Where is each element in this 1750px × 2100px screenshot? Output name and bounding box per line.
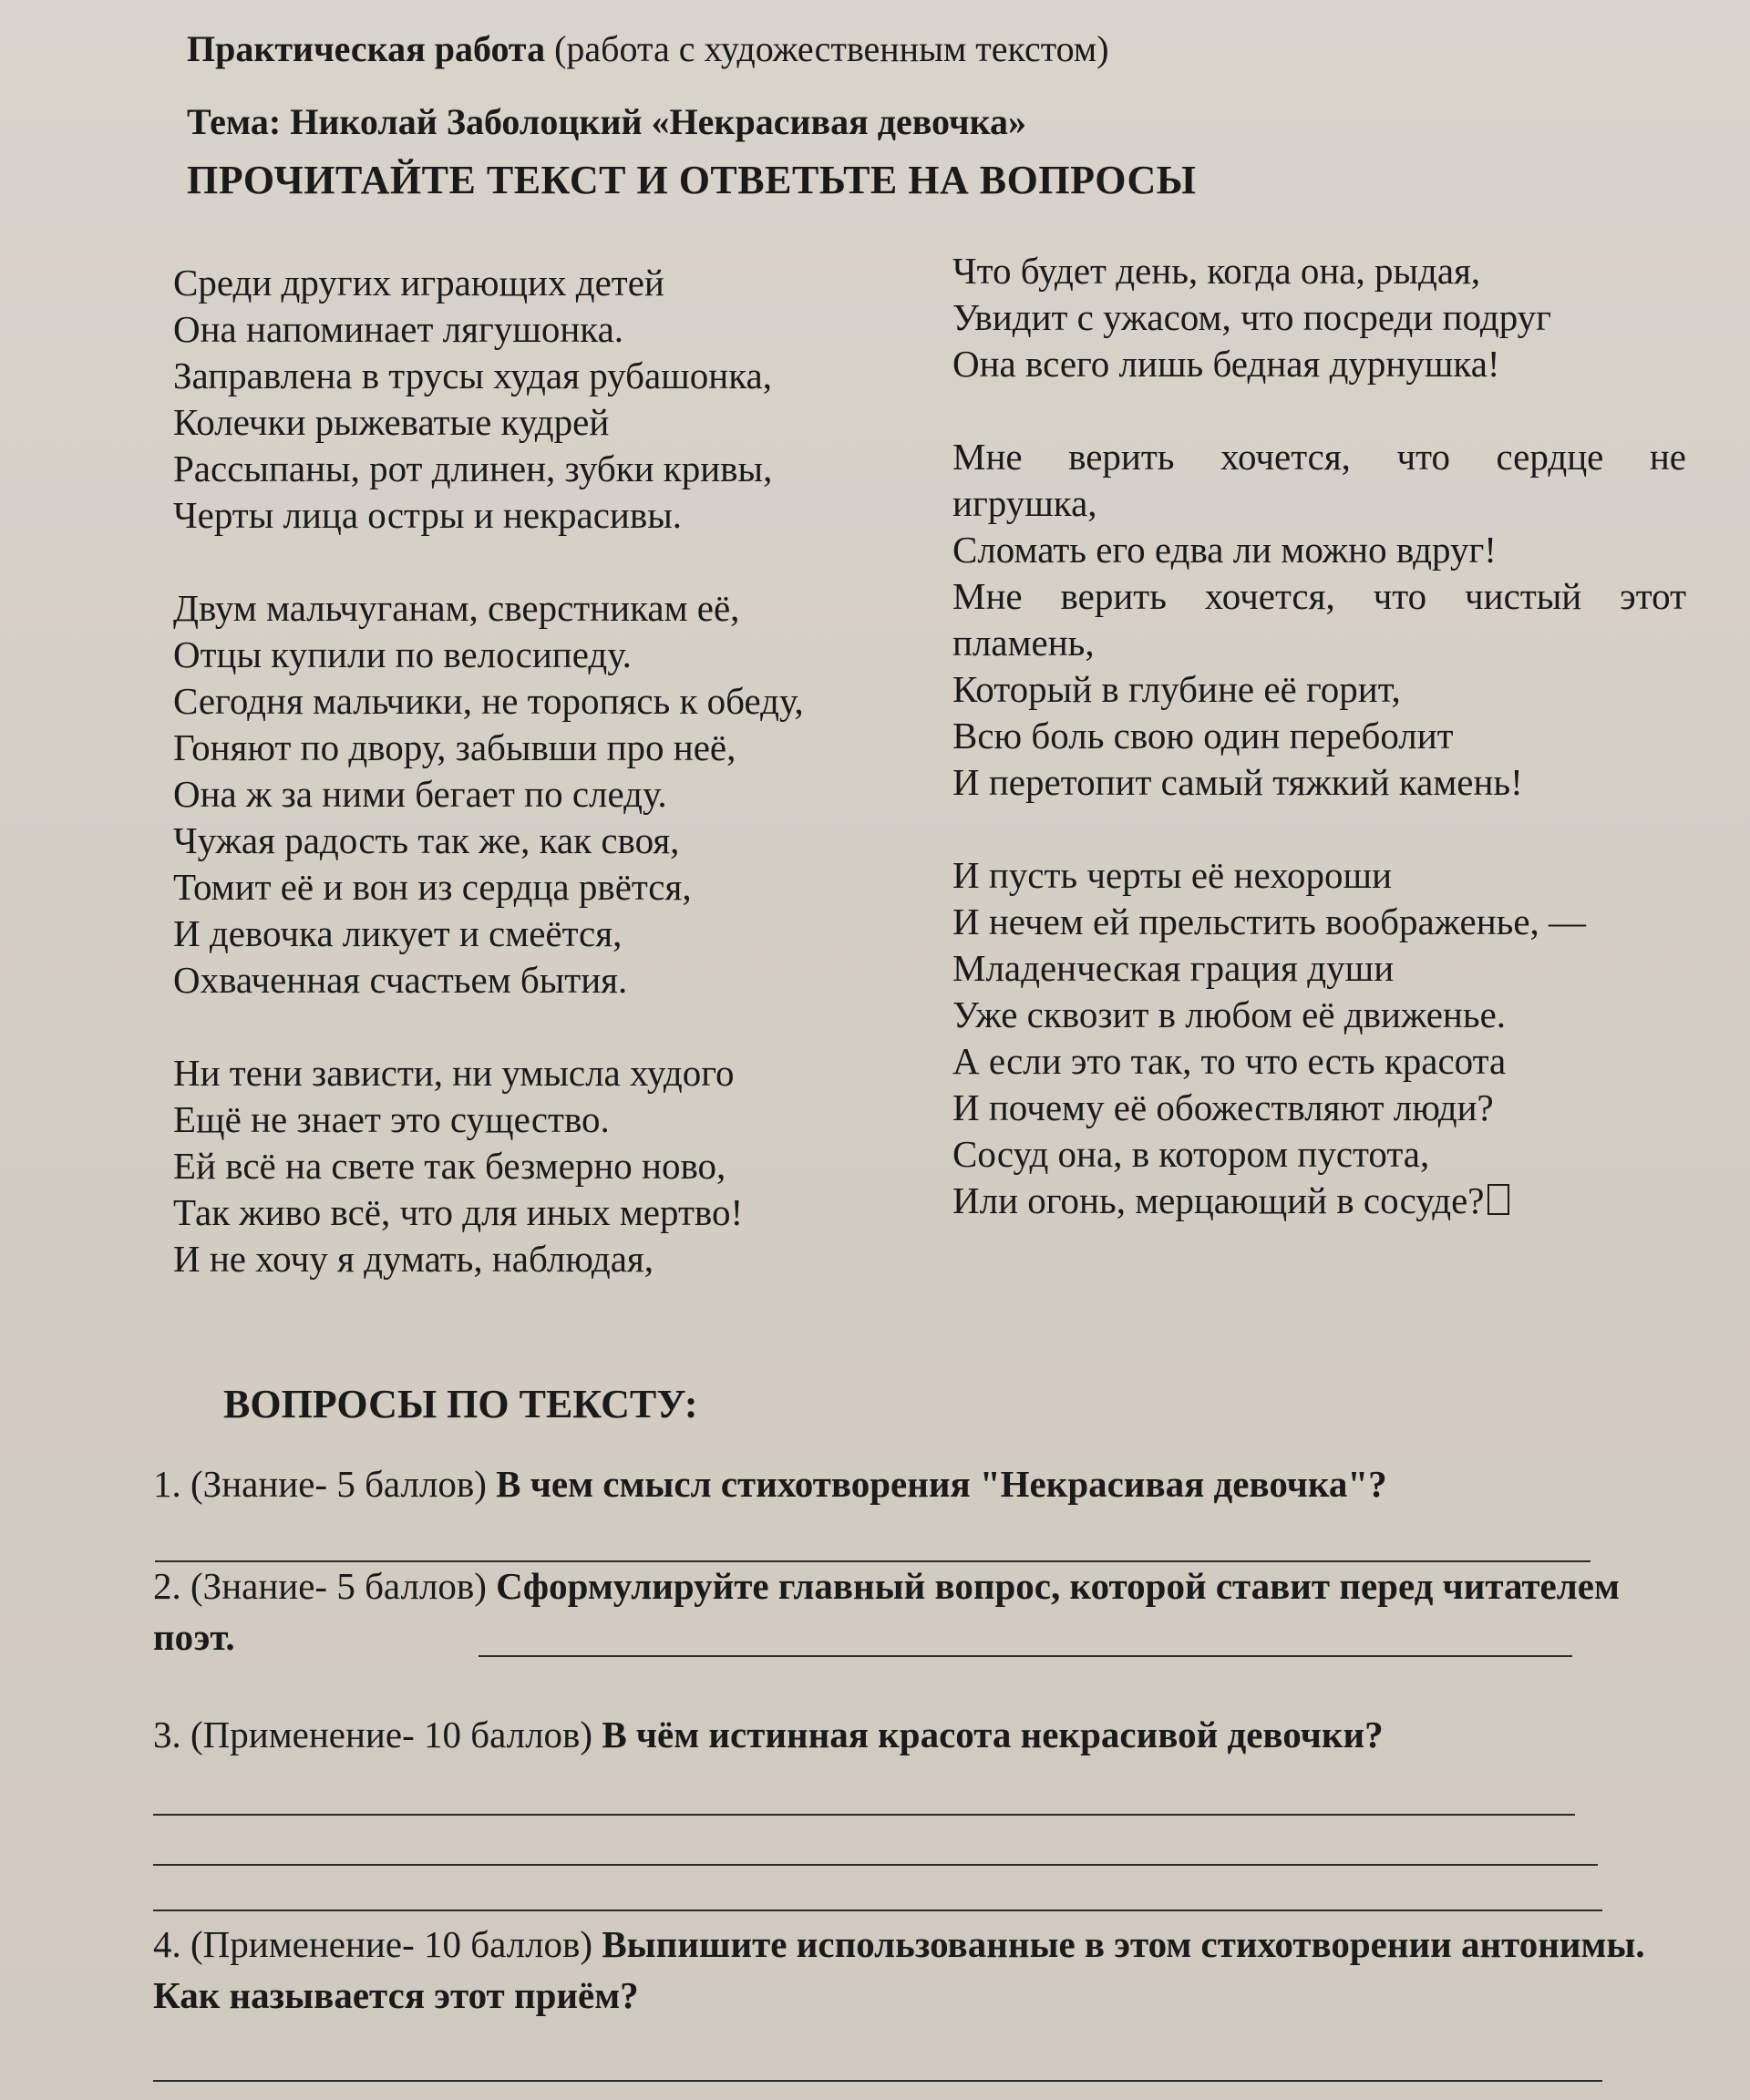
poem-line: Среди других играющих детей: [173, 262, 664, 304]
poem-line: Томит её и вон из сердца рвётся,: [173, 866, 692, 908]
question-3-text: В чём истинная красота некрасивой девочки?: [602, 1714, 1384, 1755]
poem-line: А если это так, то что есть красота: [952, 1040, 1507, 1082]
poem-line: Мне верить хочется, что сердце не: [952, 436, 1686, 478]
question-4-label: 4. (Применение- 10 баллов): [153, 1923, 602, 1965]
poem-line: Сломать его едва ли можно вдруг!: [952, 529, 1497, 571]
poem-right-column: [952, 248, 1686, 1271]
answer-line-q4[interactable]: [153, 2080, 1602, 2082]
worksheet-title: [187, 27, 1109, 70]
question-2: [153, 1560, 1703, 1662]
stanza: [952, 248, 1686, 387]
stanza: [952, 434, 1686, 806]
missing-glyph-box: [1488, 1184, 1509, 1215]
stanza: [173, 1050, 921, 1282]
title-suffix: (работа с художественным текстом): [545, 28, 1109, 69]
poem-line: Всю боль свою один переболит: [952, 715, 1454, 757]
poem-line: Колечки рыжеватые кудрей: [173, 401, 610, 443]
question-1-label: 1. (Знание- 5 баллов): [153, 1463, 497, 1505]
question-1: [153, 1458, 1703, 1509]
poem-left-column: [173, 260, 921, 1329]
instruction-heading: ПРОЧИТАЙТЕ ТЕКСТ И ОТВЕТЬТЕ НА ВОПРОСЫ: [187, 158, 1197, 202]
poem-line: Гоняют по двору, забывши про неё,: [173, 726, 736, 768]
poem-line: Который в глубине её горит,: [952, 668, 1401, 710]
poem-line: игрушка,: [952, 482, 1097, 524]
poem-line: Уже сквозит в любом её движенье.: [952, 993, 1507, 1035]
poem-line: Увидит с ужасом, что посреди подруг: [952, 296, 1551, 338]
answer-line-q3b[interactable]: [153, 1864, 1598, 1866]
poem-line: Ей всё на свете так безмерно ново,: [173, 1145, 726, 1187]
poem-line: пламень,: [952, 622, 1095, 664]
poem-line: Сосуд она, в котором пустота,: [952, 1133, 1430, 1175]
stanza: [173, 260, 921, 539]
poem-line: Младенческая грация души: [952, 947, 1395, 989]
poem-line: [952, 1178, 1686, 1224]
poem-line-text: Или огонь, мерцающий в сосуде?: [952, 1179, 1485, 1221]
question-4: [153, 1919, 1703, 2021]
poem-line: Чужая радость так же, как своя,: [173, 819, 680, 861]
poem-line: Ещё не знает это существо.: [173, 1098, 610, 1140]
poem-line: Что будет день, когда она, рыдая,: [952, 250, 1481, 292]
answer-line-q3a[interactable]: [153, 1814, 1575, 1816]
question-3: [153, 1709, 1703, 1760]
poem-line: Двум мальчуганам, сверстникам её,: [173, 587, 740, 629]
topic-line: Тема: Николай Заболоцкий «Некрасивая девочка»: [187, 101, 1027, 142]
poem-line: Так живо всё, что для иных мертво!: [173, 1191, 744, 1233]
poem-line: Она всего лишь бедная дурнушка!: [952, 343, 1500, 385]
poem-line: Мне верить хочется, что чистый этот: [952, 575, 1686, 617]
poem-line: Она напоминает лягушонка.: [173, 308, 624, 350]
answer-line-q2[interactable]: [479, 1655, 1572, 1657]
poem-line: Она ж за ними бегает по следу.: [173, 773, 667, 815]
questions-heading: ВОПРОСЫ ПО ТЕКСТУ:: [223, 1382, 698, 1426]
poem-line: Заправлена в трусы худая рубашонка,: [173, 355, 772, 396]
question-3-label: 3. (Применение- 10 баллов): [153, 1714, 602, 1755]
question-2-text: Сформулируйте главный вопрос, которой ставит перед читателем поэт.: [153, 1565, 1620, 1658]
poem-line: И почему её обожествляют люди?: [952, 1086, 1494, 1128]
poem-line: И девочка ликует и смеётся,: [173, 912, 623, 954]
question-1-text: В чем смысл стихотворения "Некрасивая девочка"?: [496, 1463, 1387, 1505]
question-2-label: 2. (Знание- 5 баллов): [153, 1565, 497, 1607]
answer-line-q3c[interactable]: [153, 1910, 1602, 1911]
poem-line: Сегодня мальчики, не торопясь к обеду,: [173, 680, 804, 722]
poem-line: Черты лица остры и некрасивы.: [173, 494, 682, 536]
stanza: [952, 852, 1686, 1224]
poem-line: И не хочу я думать, наблюдая,: [173, 1238, 654, 1280]
poem-line: Ни тени зависти, ни умысла худого: [173, 1052, 735, 1094]
poem-line: Охваченная счастьем бытия.: [173, 959, 628, 1001]
question-4-text: Выпишите использованные в этом стихотворении антонимы. Как называется этот приём?: [153, 1923, 1645, 2016]
poem-line: Отцы купили по велосипеду.: [173, 633, 632, 675]
poem-line: И пусть черты её нехороши: [952, 854, 1393, 896]
poem-line: И нечем ей прельстить воображенье, —: [952, 901, 1587, 942]
poem-line: И перетопит самый тяжкий камень!: [952, 761, 1523, 803]
stanza: [173, 585, 921, 1004]
poem-line: Рассыпаны, рот длинен, зубки кривы,: [173, 448, 773, 489]
title-main: Практическая работа: [187, 28, 546, 69]
